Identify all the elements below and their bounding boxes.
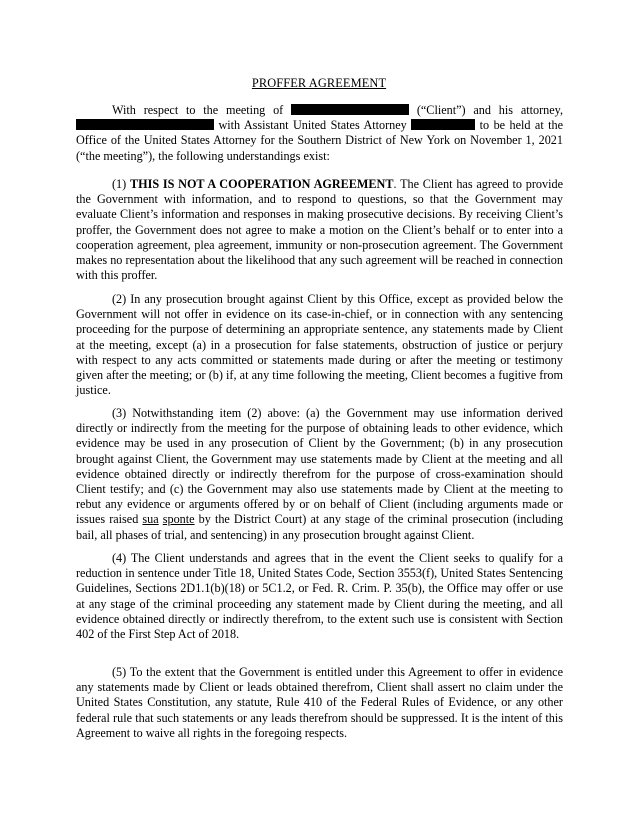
paragraph-2 <box>76 292 563 398</box>
p1-text: . The Client has agreed to provide the Government with information, and to respond to questions, so that the Government may evaluate Client’s information and responses in making prosecutive decisions. By receiving Client’s proffer, the Government does not agree to make a motion on the Client’s behalf or to enter into a cooperation agreement, plea agreement, immunity or non-prosecution agreement. The Government makes no representation about the likelihood that any such agreement will be reached in connection with this proffer. <box>76 177 564 283</box>
p3-text-after: by the District Court) at any stage of the criminal prosecution (including bail, all phases of trial, and sentencing) in any prosecution brought against Client. <box>76 512 564 542</box>
p3-underline-sponte: sponte <box>162 512 195 527</box>
p4-text: (4) The Client understands and agrees that in the event the Client seeks to qualify for a reduction in sentence under Title 18, United States Code, Section 3553(f), United States Sentencing Guidelines, Sections 2D1.1(b)(18) or 5C1.2, or Fed. R. Crim. P. 35(b), the Office may offer or use at any stage of the criminal proceeding any statement made by Client during the meeting, and all evidence obtained directly or indirectly therefrom, to the extent such use is consistent with Section 402 of the First Step Act of 2018. <box>76 551 563 642</box>
paragraph-5 <box>76 665 563 741</box>
intro-text-2: (“Client”) and his attorney, <box>416 103 564 117</box>
document-title: PROFFER AGREEMENT <box>251 76 387 90</box>
p3-text-before: (3) Notwithstanding item (2) above: (a) the Government may use information derived directly or indirectly from the meeting for the purpose of obtaining leads to other evidence, which evidence may be used in any prosecution of Client by the Government; (b) in any prosecution brought against Client, the Government may use statements made by Client at the meeting and all evidence obtained directly or indirectly therefrom for the purpose of cross-examination should Client testify; and (c) the Government may also use statements made by Client at the meeting to rebut any evidence or arguments offered by or on behalf of Client (including arguments made or issues raised <box>76 406 563 527</box>
intro-text-3: with Assistant United States Attorney <box>218 118 407 133</box>
redaction-attorney-name <box>76 119 214 130</box>
p1-number: (1) <box>112 177 127 191</box>
paragraph-4 <box>76 551 563 642</box>
intro-text-4: to be held at the Office of the United States Attorney for the Southern District of New York on November 1, 2021 (“the meeting”), the following understandings exist: <box>76 118 564 163</box>
p2-text: (2) In any prosecution brought against Client by this Office, except as provided below the Government will not offer in evidence on its case-in-chief, or in connection with any sentencing proceeding for the purpose of determining an appropriate sentence, any statements made by Client at the meeting, except (a) in a prosecution for false statements, obstruction of justice or perjury with respect to any acts committed or statements made during or after the meeting or testimony given after the meeting; or (b) if, at any time following the meeting, Client becomes a fugitive from justice. <box>76 292 563 398</box>
p5-text: (5) To the extent that the Government is entitled under this Agreement to offer in evidence any statements made by Client or leads obtained therefrom, Client shall assert no claim under the United States Constitution, any statute, Rule 410 of the Federal Rules of Evidence, or any other federal rule that such statements or any leads therefrom should be suppressed. It is the intent of this Agreement to waive all rights in the foregoing respects. <box>76 665 563 740</box>
redaction-ausa-name <box>411 119 475 130</box>
paragraph-1 <box>76 177 563 283</box>
intro-paragraph <box>76 103 563 164</box>
intro-text-1: With respect to the meeting of <box>112 103 284 117</box>
paragraph-3 <box>76 406 563 543</box>
p3-underline-sua: sua <box>142 512 159 527</box>
p1-heading: THIS IS NOT A COOPERATION AGREEMENT <box>129 177 394 191</box>
redaction-client-name <box>291 104 409 115</box>
